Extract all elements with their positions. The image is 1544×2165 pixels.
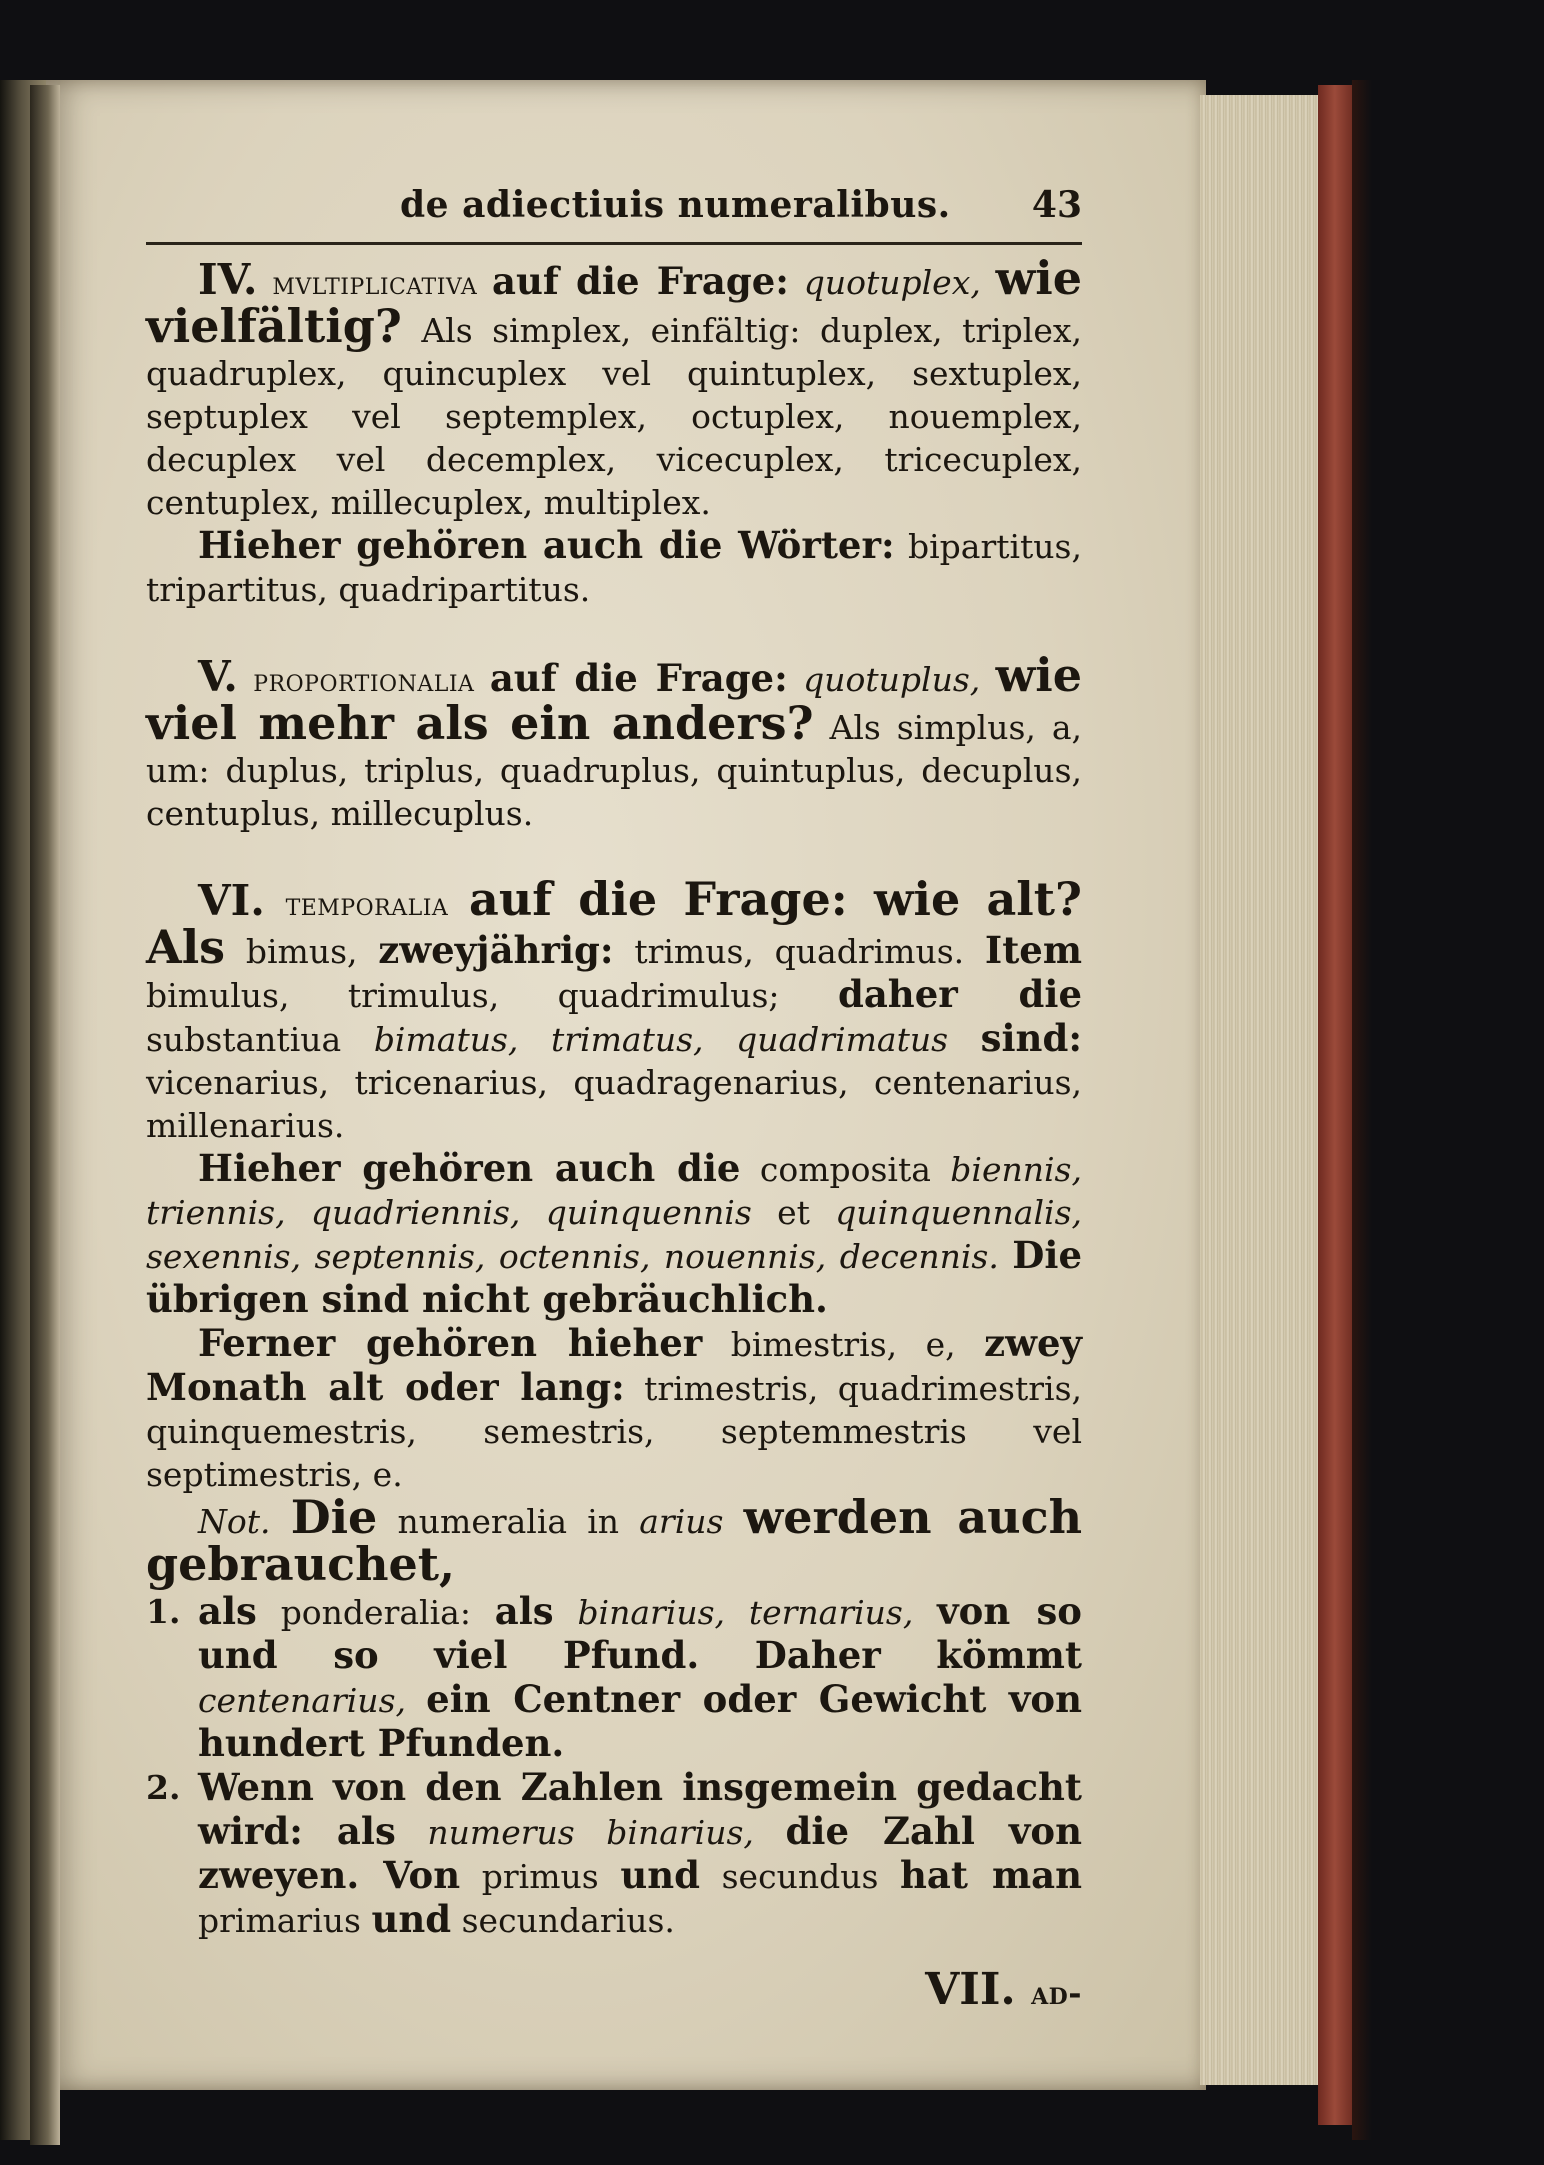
section-v-question-german: wie viel mehr als ein anders?	[146, 648, 1083, 750]
note-item-1-e: von so und so viel Pfund. Daher kömmt	[198, 1589, 1082, 1677]
page-text	[146, 180, 1082, 2015]
section-v-question-intro: auf die Frage:	[489, 656, 788, 700]
section-vi-question-german: auf die Frage: wie alt? Als	[146, 872, 1082, 974]
note-item-2-number: 2.	[146, 1768, 181, 1807]
section-iv-paragraph-2	[146, 524, 1082, 611]
section-iv-question-latin: quotuplex,	[803, 263, 981, 302]
section-vi-p2-a: Hieher gehören auch die	[198, 1146, 741, 1190]
section-vi-s9: sind:	[980, 1016, 1082, 1060]
section-v-text: Als simplus, a, um: duplus, triplus, quadruplus, quintuplus, decuplus, centuplus, millecuplus.	[146, 708, 1082, 833]
section-vi-s3: trimus, quadrimus.	[634, 932, 965, 971]
section-iv-p2-german: Hieher gehören auch die Wörter:	[198, 523, 895, 567]
section-iv-p2-text: bipartitus, tripartitus, quadripartitus.	[146, 527, 1082, 609]
note-item-1-text	[198, 1590, 1082, 1766]
section-vi-p2-f: Die übrigen sind nicht gebräuchlich.	[146, 1233, 1082, 1321]
section-vi-p2-d: et	[777, 1193, 810, 1232]
section-vi-term: temporalia	[285, 885, 449, 923]
note-item-2-b: numerus binarius,	[427, 1813, 754, 1852]
section-vi-p3-b: bimestris, e,	[730, 1325, 956, 1364]
catchword	[146, 1964, 1082, 2015]
cover-shadow	[1352, 80, 1372, 2140]
note-item-2-f: secundus	[721, 1857, 879, 1896]
note-item-2-e: und	[620, 1853, 700, 1897]
note-item-2-h: primarius	[198, 1901, 361, 1940]
note-item-2-c: die Zahl von zweyen. Von	[198, 1809, 1083, 1897]
note-item-1	[146, 1590, 1082, 1766]
note-item-1-f: centenarius,	[198, 1681, 406, 1720]
page-header	[146, 180, 1082, 245]
note-label: Not.	[198, 1502, 271, 1541]
section-vi-p3-d: trimestris, quadrimestris, quinquemestris, semestris, septemmestris vel septimestris, e.	[146, 1369, 1083, 1494]
section-v-numeral: V.	[198, 652, 238, 701]
section-iv-term: mvltiplicativa	[272, 264, 478, 302]
note-item-1-c: als	[494, 1589, 554, 1633]
section-vi-p2-e: quinquennalis, sexennis, septennis, octennis, nouennis, decennis.	[146, 1193, 1082, 1276]
section-iv-question-german: wie vielfältig?	[146, 251, 1082, 353]
note-item-1-d: binarius, ternarius,	[577, 1593, 914, 1632]
gutter-shadow	[30, 85, 60, 2145]
note-item-2	[146, 1766, 1082, 1942]
section-iv-text: Als simplex, einfältig: duplex, triplex, quadruplex, quincuplex vel quintuplex, sextuplex, septuplex vel septemplex, octuplex, nouemplex, decuplex vel decemplex, vicecuplex, tricecuplex, centuplex, millecuplex, multiplex.	[146, 311, 1082, 522]
section-vi-p2-b: composita	[759, 1150, 931, 1189]
section-vi-p3-c: zwey Monath alt oder lang:	[146, 1321, 1082, 1409]
section-v-question-latin: quotuplus,	[803, 660, 981, 699]
section-vi-paragraph	[146, 872, 1082, 1147]
note-item-1-number: 1.	[146, 1592, 181, 1631]
catchword-word: ad-	[1031, 1974, 1082, 2012]
section-vi-s6: daher die	[837, 972, 1082, 1016]
note-d: werden auch gebrauchet,	[146, 1490, 1083, 1591]
section-vi-s2: zweyjährig:	[378, 928, 614, 972]
note-c: arius	[639, 1502, 724, 1541]
section-iv-paragraph	[146, 251, 1082, 524]
catchword-numeral: VII.	[925, 1964, 1016, 2015]
section-vi-numeral: VI.	[198, 876, 265, 925]
note-a: Die	[290, 1490, 378, 1544]
note-item-1-a: als	[198, 1589, 257, 1633]
section-vi-s7: substantiua	[146, 1020, 342, 1059]
section-v-term: proportionalia	[253, 661, 475, 699]
note-paragraph	[146, 1490, 1083, 1591]
note-item-2-g: hat man	[900, 1853, 1083, 1897]
page-block-edges	[1200, 95, 1330, 2085]
section-vi-paragraph-3	[146, 1322, 1082, 1496]
note-item-2-text	[198, 1766, 1082, 1942]
section-vi-s1: bimus,	[245, 932, 358, 971]
section-vi-s5: bimulus, trimulus, quadrimulus;	[146, 976, 780, 1015]
section-vi-paragraph-2	[146, 1147, 1082, 1322]
note-item-2-j: secundarius.	[461, 1901, 675, 1940]
section-vi-s4: Item	[984, 928, 1082, 972]
section-vi-p2-c: biennis, triennis, quadriennis, quinquennis	[146, 1150, 1082, 1232]
section-vi-p3-a: Ferner gehören hieher	[198, 1321, 703, 1365]
running-head: de adiectiuis numeralibus.	[400, 184, 951, 226]
note-item-2-d: primus	[481, 1857, 599, 1896]
note-item-1-g: ein Centner oder Gewicht von hundert Pfunden.	[198, 1677, 1082, 1765]
note-item-2-i: und	[371, 1897, 452, 1941]
page-number: 43	[1031, 184, 1082, 226]
section-vi-s10: vicenarius, tricenarius, quadragenarius, centenarius, millenarius.	[146, 1063, 1082, 1145]
section-v-paragraph	[146, 648, 1083, 835]
section-iv-numeral: IV.	[198, 255, 258, 304]
note-b: numeralia in	[397, 1502, 620, 1541]
note-item-2-a: Wenn von den Zahlen insgemein gedacht wird: als	[198, 1765, 1082, 1853]
section-iv-question-intro: auf die Frage:	[492, 259, 789, 303]
section-vi-s8: bimatus, trimatus, quadrimatus	[373, 1020, 949, 1059]
note-item-1-b: ponderalia:	[280, 1593, 471, 1632]
